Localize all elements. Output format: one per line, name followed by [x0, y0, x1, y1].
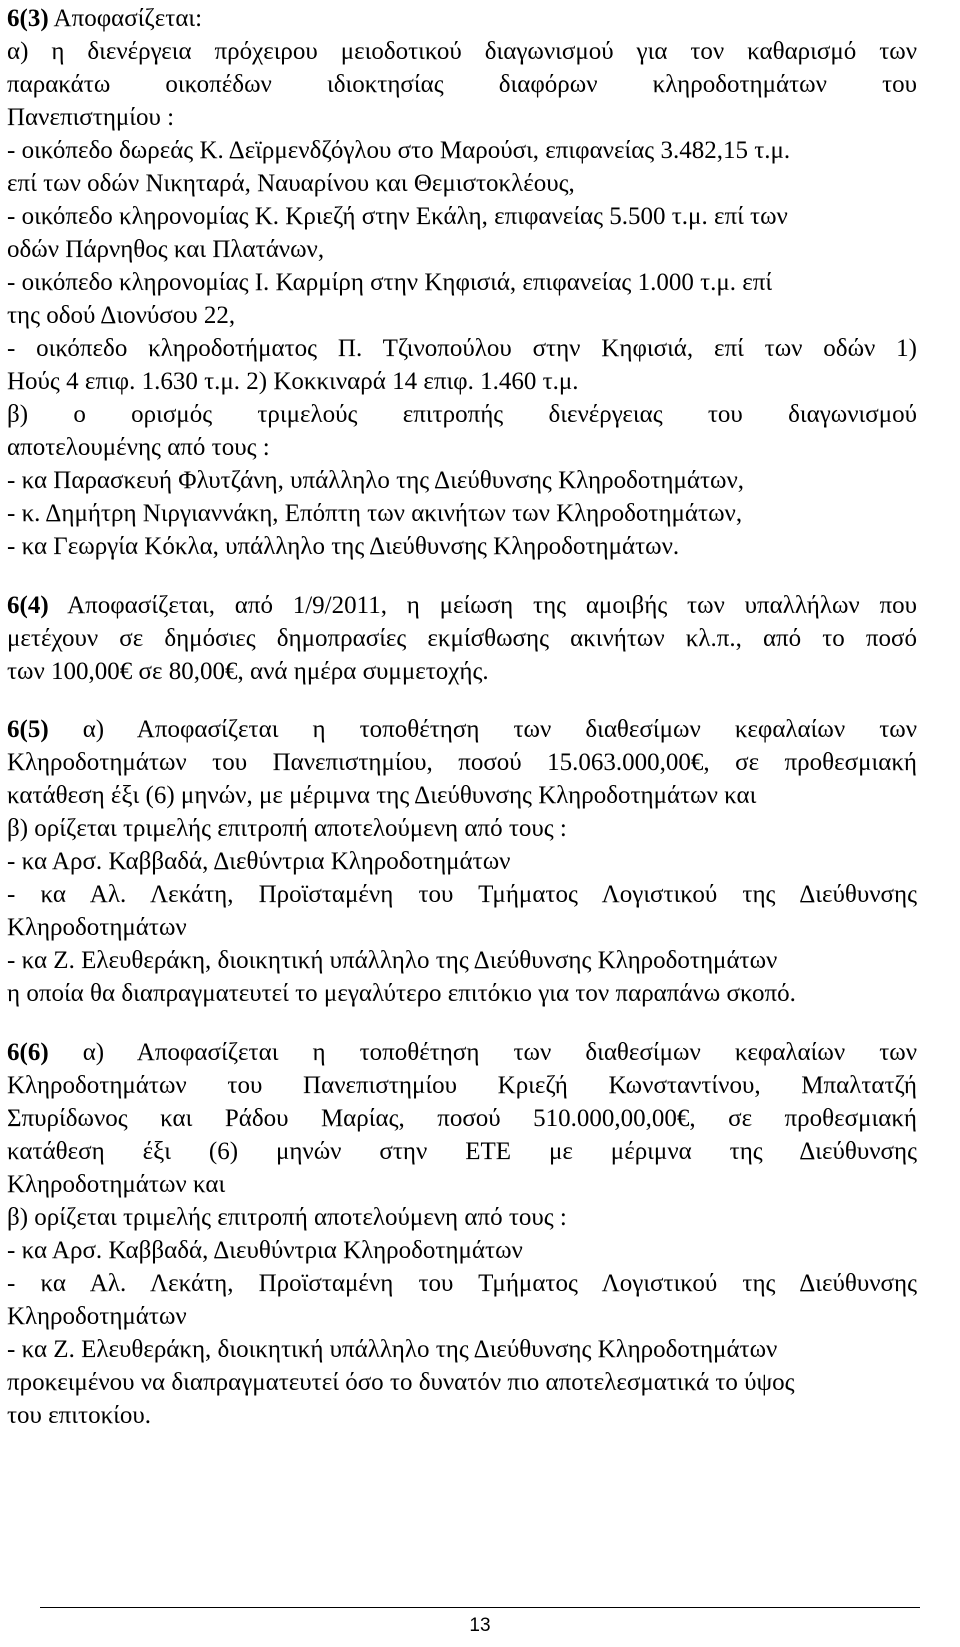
paragraph-line: του επιτοκίου.	[7, 1402, 152, 1429]
page-number: 13	[469, 1615, 491, 1636]
paragraph-line: κατάθεση έξι (6) μηνών στην ΕΤΕ με μέριμνα της Διεύθυνσης	[7, 1138, 917, 1165]
paragraph-line: - οικόπεδο κληροδοτήματος Π. Τζινοπούλου στην Κηφισιά, επί των οδών 1)	[7, 335, 917, 362]
paragraph-line: η οποία θα διαπραγματευτεί το μεγαλύτερο επιτόκιο για τον παραπάνω σκοπό.	[7, 980, 796, 1007]
paragraph-line: οδών Πάρνηθος και Πλατάνων,	[7, 236, 325, 263]
paragraph-line	[7, 591, 917, 623]
paragraph-line	[7, 715, 917, 747]
paragraph-line: παρακάτω οικοπέδων ιδιοκτησίας διαφόρων κληροδοτημάτων του	[7, 71, 917, 98]
paragraph-line: α) η διενέργεια πρόχειρου μειοδοτικού διαγωνισμού για τον καθαρισμό των	[7, 38, 917, 65]
paragraph-line: επί των οδών Νικηταρά, Ναυαρίνου και Θεμιστοκλέους,	[7, 170, 575, 197]
paragraph-line: Κληροδοτημάτων του Πανεπιστημίου Κριεζή Κωνσταντίνου, Μπαλτατζή	[7, 1072, 917, 1099]
section-number: 6(5)	[7, 716, 49, 743]
paragraph-line: Ηούς 4 επιφ. 1.630 τ.μ. 2) Κοκκιναρά 14 επιφ. 1.460 τ.μ.	[7, 368, 579, 395]
paragraph-line: - οικόπεδο κληρονομίας Κ. Κριεζή στην Εκάλη, επιφανείας 5.500 τ.μ. επί των	[7, 203, 788, 230]
paragraph-line: προκειμένου να διαπραγματευτεί όσο το δυνατόν πιο αποτελεσματικά το ύψος	[7, 1369, 795, 1396]
line-text: Αποφασίζεται, από 1/9/2011, η μείωση της αμοιβής των υπαλλήλων που	[48, 592, 917, 619]
paragraph-line: της οδού Διονύσου 22,	[7, 302, 236, 329]
paragraph-line: Κληροδοτημάτων	[7, 914, 187, 941]
paragraph-line: - κα Αρσ. Καββαδά, Διευθύντρια Κληροδοτημάτων	[7, 1237, 523, 1264]
paragraph-line: κατάθεση έξι (6) μηνών, με μέριμνα της Διεύθυνσης Κληροδοτημάτων και	[7, 782, 757, 809]
paragraph-line: β) ο ορισμός τριμελούς επιτροπής διενέργειας του διαγωνισμού	[7, 401, 917, 428]
paragraph-line: β) ορίζεται τριμελής επιτροπή αποτελούμενη από τους :	[7, 815, 567, 842]
paragraph-line: Κληροδοτημάτων	[7, 1303, 187, 1330]
paragraph-line	[7, 1038, 917, 1070]
paragraph-line: Σπυρίδωνος και Ράδου Μαρίας, ποσού 510.000,00,00€, σε προθεσμιακή	[7, 1105, 917, 1132]
paragraph-line	[7, 4, 202, 36]
paragraph-line: - κ. Δημήτρη Νιργιαννάκη, Επόπτη των ακινήτων των Κληροδοτημάτων,	[7, 500, 743, 527]
paragraph-line: αποτελουμένης από τους :	[7, 434, 270, 461]
paragraph-line: Κληροδοτημάτων και	[7, 1171, 226, 1198]
paragraph-line: - κα Ζ. Ελευθεράκη, διοικητική υπάλληλο της Διεύθυνσης Κληροδοτημάτων	[7, 947, 778, 974]
paragraph-line: - κα Αλ. Λεκάτη, Προϊσταμένη του Τμήματος Λογιστικού της Διεύθυνσης	[7, 1270, 917, 1297]
paragraph-line: β) ορίζεται τριμελής επιτροπή αποτελούμενη από τους :	[7, 1204, 567, 1231]
paragraph-line: - κα Παρασκευή Φλυτζάνη, υπάλληλο της Διεύθυνσης Κληροδοτημάτων,	[7, 467, 745, 494]
paragraph-line: - κα Γεωργία Κόκλα, υπάλληλο της Διεύθυνσης Κληροδοτημάτων.	[7, 533, 680, 560]
paragraph-line: των 100,00€ σε 80,00€, ανά ημέρα συμμετοχής.	[7, 658, 489, 685]
paragraph-line: - κα Ζ. Ελευθεράκη, διοικητική υπάλληλο της Διεύθυνσης Κληροδοτημάτων	[7, 1336, 778, 1363]
paragraph-line: - οικόπεδο κληρονομίας Ι. Καρμίρη στην Κηφισιά, επιφανείας 1.000 τ.μ. επί	[7, 269, 773, 296]
paragraph-line: Πανεπιστημίου :	[7, 104, 175, 131]
line-text: α) Αποφασίζεται η τοποθέτηση των διαθεσίμων κεφαλαίων των	[48, 1039, 917, 1066]
paragraph-line: - οικόπεδο δωρεάς Κ. Δεϊρμενδζόγλου στο Μαρούσι, επιφανείας 3.482,15 τ.μ.	[7, 137, 791, 164]
footer-divider	[40, 1607, 920, 1608]
paragraph-line: - κα Αρσ. Καββαδά, Διεθύντρια Κληροδοτημάτων	[7, 848, 511, 875]
paragraph-line: - κα Αλ. Λεκάτη, Προϊσταμένη του Τμήματος Λογιστικού της Διεύθυνσης	[7, 881, 917, 908]
line-text: α) Αποφασίζεται η τοποθέτηση των διαθεσίμων κεφαλαίων των	[48, 716, 917, 743]
section-number: 6(4)	[7, 592, 49, 619]
section-number: 6(6)	[7, 1039, 49, 1066]
line-text: Αποφασίζεται:	[48, 5, 203, 32]
section-number: 6(3)	[7, 5, 49, 32]
paragraph-line: μετέχουν σε δημόσιες δημοπρασίες εκμίσθωσης ακινήτων κλ.π., από το ποσό	[7, 625, 917, 652]
paragraph-line: Κληροδοτημάτων του Πανεπιστημίου, ποσού 15.063.000,00€, σε προθεσμιακή	[7, 749, 917, 776]
